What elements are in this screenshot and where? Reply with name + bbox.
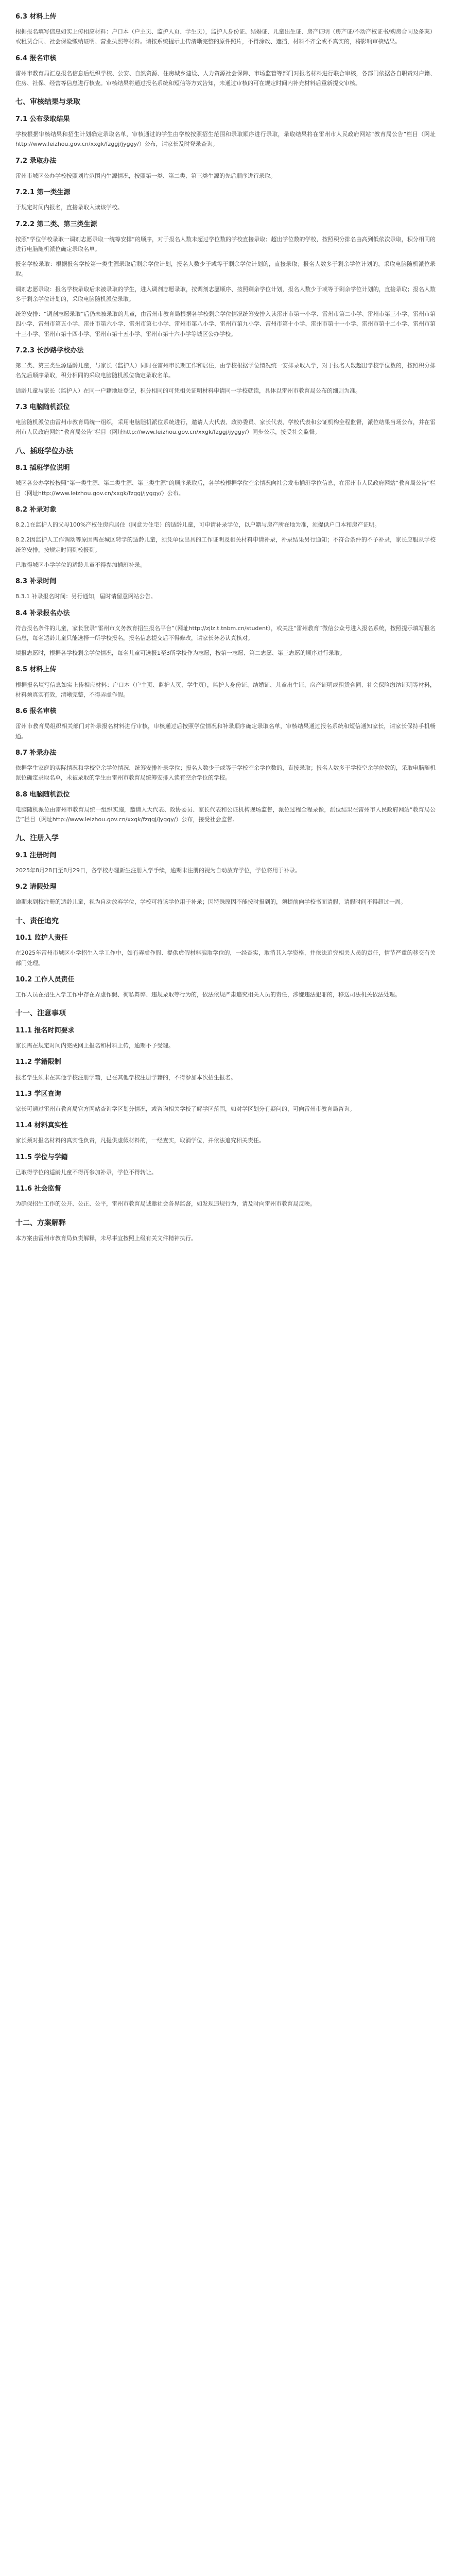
subsection-heading: 11.6 社会监督 bbox=[15, 1185, 61, 1193]
paragraph: 电脑随机派位由雷州市教育局统一组织，采用电脑随机派位系统进行，邀请人大代表、政协委员、家长代表、学校代表和公证机构全程监督，派位结果当场公布，并在雷州市人民政府网站“教育局公告”栏目（网址http://www.leizhou.gov.cn/xxgk/fzggj/jyggy/）同步公示，接受社会监督。 bbox=[15, 419, 436, 436]
section-heading: 十二、方案解释 bbox=[15, 1218, 66, 1227]
subsection-heading: 8.5 材料上传 bbox=[15, 666, 57, 674]
paragraph: 报名学生须未在其他学校注册学籍，已在其他学校注册学籍的，不得参加本次招生报名。 bbox=[15, 1074, 236, 1081]
paragraph: 根据报名填写信息如实上传相应材料：户口本（户主页、监护人页、学生页），监护人身份证、结婚证、儿童出生证、房产证明（房产证/不动产权证书/购房合同及备案）或租赁合同、社会保险缴纳证明、营业执照等材料。请按系统提示上传清晰完整的原件照片，不得涂改、遮挡，材料不齐全或不真实的，将影响审核结果。 bbox=[15, 28, 436, 45]
subsection-heading: 8.1 插班学位说明 bbox=[15, 464, 70, 472]
subsection-heading: 9.1 注册时间 bbox=[15, 851, 57, 859]
document-body bbox=[0, 0, 451, 1243]
paragraph: 调剂志愿录取：报名学校录取后未被录取的学生，进入调剂志愿录取，按调剂志愿顺序、按照剩余学位计划，报名人数少于或等于剩余学位计划的，直接录取；报名人数多于剩余学位计划的，采取电脑随机派位录取。 bbox=[15, 285, 436, 302]
paragraph: 家长需在规定时间内完成网上报名和材料上传，逾期不予受理。 bbox=[15, 1042, 174, 1049]
subsection-heading: 7.3 电脑随机派位 bbox=[15, 403, 70, 411]
paragraph: 雷州市城区公办学校按照划片范围内生源情况，按照第一类、第二类、第三类生源的先后顺序进行录取。 bbox=[15, 172, 276, 179]
paragraph: 8.2.1在监护人的父母100%产权住房内居住（同意为住宅）的适龄儿童，可申请补录学位，以户籍与房产所在地为准，须提供户口本和房产证明。 bbox=[15, 521, 380, 529]
paragraph: 符合报名条件的儿童，家长登录“雷州市义务教育招生报名平台”（网址http://zjlz.t.tnbm.cn/student），或关注“雷州教育”微信公众号进入报名系统，按照提示填写报名信息，每名适龄儿童只能选择一所学校报名，报名信息提交后不得修改，请家长务必认真核对。 bbox=[15, 624, 436, 641]
paragraph: 依据学生家庭的实际情况和学校空余学位情况，统筹安排补录学位；报名人数少于或等于学校空余学位数的，直接录取；报名人数多于学校空余学位数的，采取电脑随机派位确定录取名单，未被录取的学生由雷州市教育局统筹安排入读有空余学位的学校。 bbox=[15, 765, 436, 782]
section-heading: 九、注册入学 bbox=[15, 834, 59, 843]
section-heading: 八、插班学位办法 bbox=[15, 447, 73, 455]
paragraph: 为确保招生工作的公开、公正、公平，雷州市教育局诚邀社会各界监督，如发现违规行为，请及时向雷州市教育局反映。 bbox=[15, 1200, 316, 1208]
subsection-heading: 7.2.2 第二类、第三类生源 bbox=[15, 220, 97, 228]
subsection-heading: 8.7 补录办法 bbox=[15, 749, 57, 757]
paragraph: 在2025年雷州市城区小学招生入学工作中，如有弄虚作假、提供虚假材料骗取学位的，一经查实，取消其入学资格，并依法追究相关人员的责任，情节严重的移交有关部门处理。 bbox=[15, 950, 436, 967]
subsection-heading: 8.6 报名审核 bbox=[15, 707, 57, 716]
paragraph: 逾期未到校注册的适龄儿童，视为自动放弃学位，学校可将该学位用于补录；因特殊原因不能按时报到的，须提前向学校书面请假，请假时间不得超过一周。 bbox=[15, 899, 406, 906]
paragraph: 填报志愿时，根据各学校剩余学位情况，每名儿童可选报1至3所学校作为志愿，按第一志愿、第二志愿、第三志愿的顺序进行录取。 bbox=[15, 650, 345, 657]
paragraph: 雷州市教育局组织相关部门对补录报名材料进行审核，审核通过后按照学位情况和补录顺序确定录取名单，审核结果通过报名系统和短信通知家长，请家长保持手机畅通。 bbox=[15, 723, 436, 740]
section-heading: 十、责任追究 bbox=[15, 917, 59, 925]
paragraph: 8.2.2因监护人工作调动等原因需在城区转学的适龄儿童，须凭单位出具的工作证明及相关材料申请补录，补录结果另行通知；不符合条件的不予补录，家长应服从学校统筹安排，按规定时间到校报到。 bbox=[15, 536, 436, 553]
subsection-heading: 7.2 录取办法 bbox=[15, 157, 57, 165]
paragraph: 已取得学位的适龄儿童不得再参加补录，学位不得转让。 bbox=[15, 1168, 157, 1176]
paragraph: 电脑随机派位由雷州市教育局统一组织实施，邀请人大代表、政协委员、家长代表和公证机构现场监督，派位过程全程录像，派位结果在雷州市人民政府网站“教育局公告”栏目（网址http://www.leizhou.gov.cn/xxgk/fzggj/jyggy/）公布，接受社会监督。 bbox=[15, 806, 436, 823]
paragraph: 已取得城区小学学位的适龄儿童不得参加插班补录。 bbox=[15, 561, 146, 568]
subsection-heading: 8.8 电脑随机派位 bbox=[15, 790, 70, 799]
paragraph: 统筹安排：“调剂志愿录取”后仍未被录取的儿童，由雷州市教育局根据各学校剩余学位情况统筹安排入读雷州市第一小学、雷州市第二小学、雷州市第三小学、雷州市第四小学、雷州市第五小学、雷州市第六小学、雷州市第七小学、雷州市第八小学、雷州市第九小学、雷州市第十小学、雷州市第十一小学、雷州市第十二小学、雷州市第十三小学、雷州市第十四小学、雷州市第十五小学、雷州市第十六小学等城区公办学校。 bbox=[15, 311, 436, 337]
paragraph: 家长须对报名材料的真实性负责，凡提供虚假材料的，一经查实，取消学位，并依法追究相关责任。 bbox=[15, 1137, 265, 1144]
section-heading: 十一、注意事项 bbox=[15, 1009, 66, 1018]
subsection-heading: 8.2 补录对象 bbox=[15, 505, 57, 514]
subsection-heading: 6.4 报名审核 bbox=[15, 54, 57, 62]
paragraph: 本方案由雷州市教育局负责解释，未尽事宜按照上级有关文件精神执行。 bbox=[15, 1235, 197, 1242]
paragraph: 8.3.1 补录报名时间：另行通知，届时请留意网站公告。 bbox=[15, 593, 157, 600]
paragraph: 2025年8月28日至8月29日，各学校办理新生注册入学手续，逾期未注册的视为自动放弃学位，学位将用于补录。 bbox=[15, 867, 301, 874]
section-heading: 七、审核结果与录取 bbox=[15, 98, 80, 107]
subsection-heading: 8.4 补录报名办法 bbox=[15, 609, 70, 617]
subsection-heading: 11.5 学位与学籍 bbox=[15, 1153, 68, 1161]
subsection-heading: 11.4 材料真实性 bbox=[15, 1122, 68, 1130]
subsection-heading: 6.3 材料上传 bbox=[15, 13, 57, 21]
subsection-heading: 11.2 学籍限制 bbox=[15, 1058, 61, 1066]
paragraph: 学校根据审核结果和招生计划确定录取名单，审核通过的学生由学校按照招生范围和录取顺序进行录取，录取结果将在雷州市人民政府网站“教育局公告”栏目（网址http://www.leizhou.gov.cn/xxgk/fzggj/jyggy/）公布，请家长及时登录查询。 bbox=[15, 131, 436, 148]
paragraph: 适龄儿童与家长（监护人）在同一户籍地址登记，积分相同的可凭相关证明材料申请同一学校就读，具体以雷州市教育局公布的细则为准。 bbox=[15, 387, 361, 394]
subsection-heading: 7.2.1 第一类生源 bbox=[15, 189, 71, 197]
paragraph: 根据报名填写信息如实上传相应材料：户口本（户主页、监护人页、学生页），监护人身份证、结婚证、儿童出生证、房产证明或租赁合同、社会保险缴纳证明等材料，材料须真实有效，清晰完整，不得弄虚作假。 bbox=[15, 681, 436, 698]
subsection-heading: 10.2 工作人员责任 bbox=[15, 975, 75, 984]
subsection-heading: 10.1 监护人责任 bbox=[15, 934, 68, 942]
paragraph: 城区各公办学校按照“第一类生源、第二类生源、第三类生源”的顺序录取后，各学校根据学位空余情况向社会发布插班学位信息，在雷州市人民政府网站“教育局公告”栏目（网址http://www.leizhou.gov.cn/xxgk/fzggj/jyggy/）公布。 bbox=[15, 480, 436, 497]
paragraph: 第二类、第三类生源适龄儿童，与家长（监护人）同时在雷州市长期工作和居住，由学校根据学位情况统一安排录取入学，对于报名人数超出学校学位数的，按照积分排名先后顺序录取，积分相同的采取电脑随机派位确定录取名单。 bbox=[15, 362, 436, 379]
paragraph: 按照“学位学校录取一调剂志愿录取一统筹安排”的顺序，对于报名人数未超过学位数的学校直接录取；超出学位数的学校，按照积分排名由高到低依次录取，积分相同的进行电脑随机派位确定录取名单。 bbox=[15, 235, 436, 252]
subsection-heading: 11.3 学区查询 bbox=[15, 1090, 61, 1098]
subsection-heading: 11.1 报名时间要求 bbox=[15, 1026, 75, 1035]
paragraph: 于规定时间内报名，直接录取入读该学校。 bbox=[15, 204, 123, 211]
subsection-heading: 7.1 公布录取结果 bbox=[15, 115, 70, 123]
subsection-heading: 9.2 请假处理 bbox=[15, 883, 57, 891]
paragraph: 家长可通过雷州市教育局官方网站查询学区划分情况，或咨询相关学校了解学区范围，如对学区划分有疑问的，可向雷州市教育局咨询。 bbox=[15, 1106, 355, 1113]
paragraph: 雷州市教育局汇总报名信息后组织学校、公安、自然资源、住房城乡建设、人力资源社会保障、市场监管等部门对报名材料进行联合审核，各部门依据各自职责对户籍、住房、社保、经营等信息进行核查。审核结果将通过报名系统和短信等方式告知，未通过审核的可在规定时间内补充材料后重新提交审核。 bbox=[15, 70, 436, 87]
subsection-heading: 8.3 补录时间 bbox=[15, 578, 57, 586]
paragraph: 报名学校录取：根据报名学校第一类生源录取后剩余学位计划，报名人数少于或等于剩余学位计划的，直接录取；报名人数多于剩余学位计划的，采取电脑随机派位录取。 bbox=[15, 261, 436, 278]
subsection-heading: 7.2.3 长沙路学校办法 bbox=[15, 346, 84, 354]
paragraph: 工作人员在招生入学工作中存在弄虚作假、徇私舞弊、违规录取等行为的，依法依规严肃追究相关人员的责任，涉嫌违法犯罪的，移送司法机关依法处理。 bbox=[15, 991, 401, 998]
